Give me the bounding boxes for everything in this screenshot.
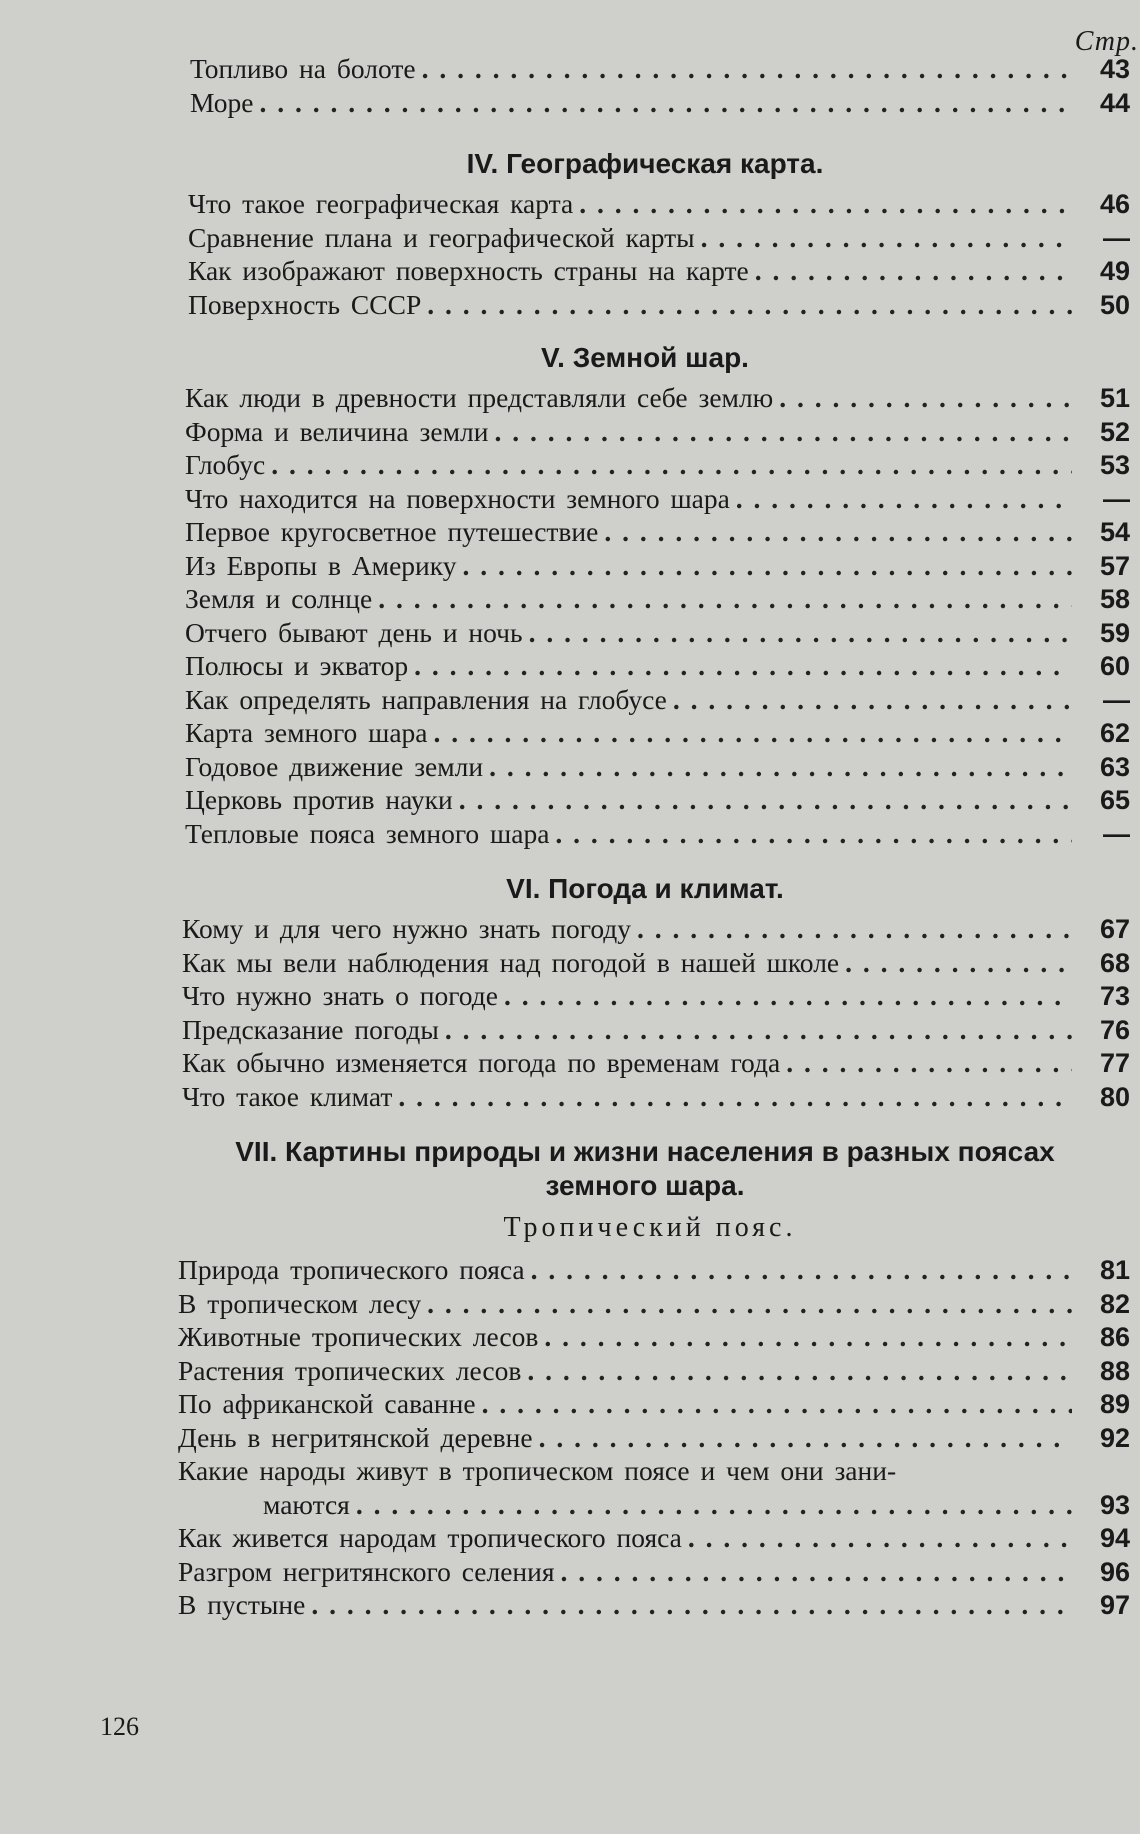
toc-entry-page: 97 — [1099, 1590, 1130, 1620]
leader-dots — [604, 515, 1072, 549]
toc-entry-continuation — [178, 1488, 1130, 1522]
section-entries — [188, 187, 1130, 321]
toc-entry-title: Как люди в древности представляли себе землю — [185, 382, 774, 413]
toc-entry-title: По африканской саванне — [178, 1388, 476, 1419]
page-number: 126 — [100, 1712, 139, 1741]
toc-entry-title: Кому и для чего нужно знать погоду — [182, 913, 632, 944]
section-entries — [178, 1253, 1130, 1622]
toc-entry-page: 43 — [1099, 54, 1130, 84]
toc-entry-title: Растения тропических лесов — [178, 1354, 522, 1386]
toc-entry — [178, 1421, 1130, 1455]
toc-entry-page: 50 — [1099, 289, 1130, 320]
section-entries — [185, 381, 1130, 850]
toc-entry-page: 46 — [1099, 189, 1130, 219]
toc-entry-page: 86 — [1099, 1322, 1130, 1352]
leader-dots — [579, 187, 1072, 221]
toc-entry-title: В тропическом лесу — [178, 1287, 422, 1319]
toc-entry-title: Как изображают поверхность страны на карте — [188, 255, 749, 286]
leader-dots — [271, 448, 1072, 482]
toc-entry-page: 82 — [1099, 1288, 1130, 1319]
toc-entry — [188, 254, 1130, 288]
toc-entry — [178, 1387, 1130, 1421]
leader-dots — [259, 86, 1072, 120]
toc-entry — [182, 979, 1130, 1013]
toc-entry-title: Что такое географическая карта — [188, 188, 574, 219]
toc-entry-page: 88 — [1099, 1355, 1130, 1386]
toc-entry-page: 58 — [1099, 584, 1130, 614]
subsection-heading: Тропический пояс. — [503, 1212, 797, 1243]
section-entries — [182, 912, 1130, 1113]
toc-entry — [185, 515, 1130, 549]
leader-dots — [736, 482, 1072, 516]
toc-entry-page: 44 — [1099, 87, 1130, 118]
toc-entry-title: Животные тропических лесов — [178, 1321, 539, 1352]
toc-entry — [182, 912, 1130, 946]
toc-entry-page: — — [1103, 483, 1130, 514]
toc-entry — [185, 582, 1130, 616]
toc-entry-title: Из Европы в Америку — [185, 549, 457, 581]
toc-entry-page: 60 — [1099, 651, 1130, 681]
section-heading-line: VII. Картины природы и жизни населения в разных поясах — [235, 1136, 1055, 1167]
toc-entry — [185, 482, 1130, 516]
leader-dots — [527, 1354, 1072, 1388]
toc-entry-title: Полюсы и экватор — [185, 650, 409, 681]
leader-dots — [673, 683, 1072, 717]
toc-entry-page: 52 — [1099, 416, 1130, 447]
toc-entry-page: 62 — [1099, 718, 1130, 748]
toc-entry — [190, 86, 1130, 120]
toc-entry-title: Глобус — [185, 449, 266, 480]
toc-entry-title: Земля и солнце — [185, 583, 373, 614]
leader-dots — [560, 1555, 1072, 1589]
toc-entry-page: 89 — [1099, 1389, 1130, 1419]
toc-entry-title: Отчего бывают день и ночь — [185, 616, 523, 648]
toc-entry-title: Как мы вели наблюдения над погодой в нашей школе — [182, 946, 840, 978]
toc-entry-title: Море — [190, 86, 254, 118]
toc-entry-title: маются — [263, 1488, 350, 1520]
toc-entry — [182, 1080, 1130, 1114]
leader-dots — [356, 1488, 1072, 1522]
section-heading: V. Земной шар. — [541, 342, 749, 373]
leader-dots — [494, 415, 1072, 449]
toc-entry-title: Как живется народам тропического пояса — [178, 1522, 682, 1553]
toc-entry-page: 73 — [1099, 981, 1130, 1011]
toc-entry — [188, 221, 1130, 255]
toc-entry-title: Предсказание погоды — [182, 1013, 439, 1045]
leader-dots — [311, 1588, 1072, 1622]
toc-entry-title: Что нужно знать о погоде — [182, 980, 498, 1011]
toc-entry-page: — — [1103, 818, 1130, 849]
toc-entry-page: 96 — [1099, 1556, 1130, 1587]
toc-entry — [185, 716, 1130, 750]
toc-entry — [178, 1320, 1130, 1354]
leader-dots — [462, 549, 1072, 583]
toc-entry-title: Топливо на болоте — [190, 53, 416, 84]
toc-entry-page: — — [1103, 222, 1130, 253]
leader-dots — [422, 52, 1072, 86]
toc-entry-page: 80 — [1099, 1081, 1130, 1112]
page-column-label: Стр. — [1074, 26, 1139, 57]
toc-entry-page: 63 — [1099, 751, 1130, 782]
section-heading: IV. Географическая карта. — [466, 148, 824, 179]
toc-entry-title: Природа тропического пояса — [178, 1254, 525, 1285]
toc-entry-page: 65 — [1099, 785, 1130, 815]
leader-dots — [504, 979, 1072, 1013]
toc-entry-page: 81 — [1099, 1255, 1130, 1285]
toc-entry — [182, 946, 1130, 980]
leader-dots — [786, 1046, 1072, 1080]
toc-entry-title: Как обычно изменяется погода по временам года — [182, 1047, 781, 1078]
toc-entry-title: В пустыне — [178, 1589, 306, 1620]
leader-dots — [445, 1013, 1072, 1047]
toc-entry-title: День в негритянской деревне — [178, 1421, 533, 1453]
toc-entry — [190, 52, 1130, 86]
leader-dots — [398, 1080, 1072, 1114]
toc-entry — [185, 448, 1130, 482]
leader-dots — [459, 783, 1072, 817]
toc-entry-title: Годовое движение земли — [185, 750, 484, 782]
leader-dots — [544, 1320, 1072, 1354]
toc-entry — [185, 549, 1130, 583]
leader-dots — [489, 750, 1072, 784]
toc-entry — [185, 817, 1130, 851]
toc-entry-title: Что такое климат — [182, 1080, 393, 1112]
toc-entry-title: Разгром негритянского селения — [178, 1555, 555, 1587]
toc-entry — [188, 288, 1130, 322]
toc-entry-page: — — [1103, 684, 1130, 715]
leader-dots — [531, 1253, 1072, 1287]
leader-dots — [701, 221, 1072, 255]
toc-entry-title: Как определять направления на глобусе — [185, 683, 667, 715]
table-of-contents — [170, 52, 1130, 1622]
toc-entry-page: 92 — [1099, 1422, 1130, 1453]
toc-entry — [178, 1253, 1130, 1287]
toc-entry-page: 76 — [1099, 1014, 1130, 1045]
leader-dots — [755, 254, 1072, 288]
toc-entry — [178, 1354, 1130, 1388]
leader-dots — [688, 1521, 1072, 1555]
leader-dots — [637, 912, 1072, 946]
toc-entry-title: Форма и величина земли — [185, 415, 489, 447]
toc-entry-page: 68 — [1099, 947, 1130, 978]
toc-entry — [178, 1555, 1130, 1589]
leader-dots — [434, 716, 1072, 750]
toc-entry-page: 59 — [1099, 617, 1130, 648]
toc-entry-title: Что находится на поверхности земного шара — [185, 482, 730, 514]
toc-entry — [185, 750, 1130, 784]
toc-entry-page: 51 — [1099, 383, 1130, 413]
toc-entry — [185, 616, 1130, 650]
section-heading: VI. Погода и климат. — [506, 873, 784, 904]
section-heading-line: земного шара. — [545, 1170, 745, 1201]
toc-entry — [185, 649, 1130, 683]
leader-dots — [482, 1387, 1072, 1421]
toc-entry-title: Карта земного шара — [185, 717, 428, 748]
toc-entry-page: 57 — [1099, 550, 1130, 581]
leader-dots — [845, 946, 1072, 980]
toc-entry-page: 93 — [1099, 1489, 1130, 1520]
leader-dots — [529, 616, 1072, 650]
toc-entry-page: 49 — [1099, 256, 1130, 286]
toc-entry-title: Какие народы живут в тропическом поясе и чем они зани- — [178, 1455, 897, 1486]
leader-dots — [539, 1421, 1072, 1455]
toc-entry-page: 94 — [1099, 1523, 1130, 1553]
toc-entry — [178, 1287, 1130, 1321]
toc-entry — [185, 783, 1130, 817]
toc-entry-title: Тепловые пояса земного шара — [185, 817, 550, 849]
toc-entry — [185, 381, 1130, 415]
toc-entry — [185, 683, 1130, 717]
toc-entry — [178, 1521, 1130, 1555]
toc-entry — [178, 1588, 1130, 1622]
toc-entry — [178, 1454, 1130, 1488]
toc-entry — [182, 1013, 1130, 1047]
toc-entry-page: 54 — [1099, 517, 1130, 547]
leader-dots — [427, 288, 1072, 322]
leader-dots — [414, 649, 1072, 683]
toc-entry-page: 53 — [1099, 450, 1130, 480]
toc-entry — [185, 415, 1130, 449]
toc-entry-page: 67 — [1099, 914, 1130, 944]
section-heading — [160, 1135, 1130, 1203]
toc-entry — [182, 1046, 1130, 1080]
toc-entry-title: Сравнение плана и географической карты — [188, 221, 695, 253]
toc-entry-title: Церковь против науки — [185, 784, 453, 815]
leader-dots — [378, 582, 1072, 616]
toc-entry — [188, 187, 1130, 221]
leader-dots — [427, 1287, 1072, 1321]
leader-dots — [555, 817, 1072, 851]
leader-dots — [779, 381, 1072, 415]
toc-entry-page: 77 — [1099, 1048, 1130, 1078]
toc-entry-title: Первое кругосветное путешествие — [185, 516, 599, 547]
toc-entry-title: Поверхность СССР — [188, 288, 422, 320]
